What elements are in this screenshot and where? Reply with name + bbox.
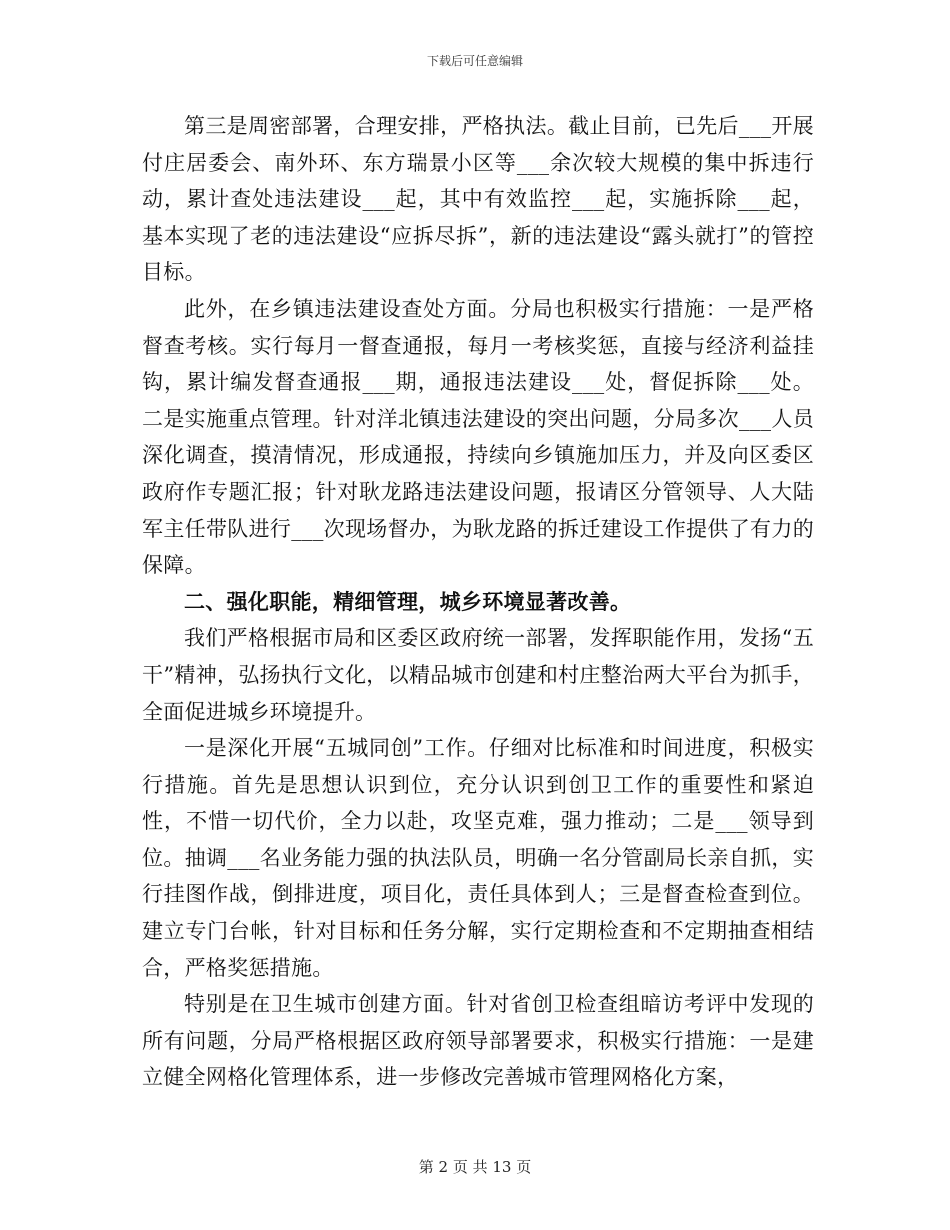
paragraph: 一是深化开展“五城同创”工作。仔细对比标准和时间进度，积极实行措施。首先是思想认识到位，充分认识到创卫工作的重要性和紧迫性，不惜一切代价，全力以赴，攻坚克难，强力推动；二是___领导到位。抽调___名业务能力强的执法队员，明确一名分管副局长亲自抓，实行挂图作战，倒排进度，项目化，责任具体到人；三是督查检查到位。建立专门台帐，针对目标和任务分解，实行定期检查和不定期抽查相结合，严格奖惩措施。	[142, 736, 814, 980]
paragraph: 我们严格根据市局和区委区政府统一部署，发挥职能作用，发扬“五干”精神，弘扬执行文化，以精品城市创建和村庄整治两大平台为抓手，全面促进城乡环境提升。	[142, 626, 814, 724]
paragraph: 此外，在乡镇违法建设查处方面。分局也积极实行措施：一是严格督查考核。实行每月一督查通报，每月一考核奖惩，直接与经济利益挂钩，累计编发督查通报___期，通报违法建设___处，督促拆除___处。二是实施重点管理。针对洋北镇违法建设的突出问题，分局多次___人员深化调查，摸清情况，形成通报，持续向乡镇施加压力，并及向区委区政府作专题汇报；针对耿龙路违法建设问题，报请区分管领导、人大陆军主任带队进行___次现场督办，为耿龙路的拆迁建设工作提供了有力的保障。	[142, 296, 814, 578]
page-header-note: 下载后可任意编辑	[426, 54, 523, 68]
paragraph: 特别是在卫生城市创建方面。针对省创卫检查组暗访考评中发现的所有问题，分局严格根据区政府领导部署要求，积极实行措施：一是建立健全网格化管理体系，进一步修改完善城市管理网格化方案，	[142, 992, 814, 1090]
paragraph: 第三是周密部署，合理安排，严格执法。截止目前，已先后___开展付庄居委会、南外环、东方瑞景小区等___余次较大规模的集中拆违行动，累计查处违法建设___起，其中有效监控___起，实施拆除___起，基本实现了老的违法建设“应拆尽拆”，新的违法建设“露头就打”的管控目标。	[142, 114, 814, 285]
page-number: 第 2 页 共 13 页	[418, 1158, 532, 1176]
section-heading: 二、强化职能，精细管理，城乡环境显著改善。	[184, 589, 632, 614]
document-body	[142, 108, 814, 1096]
